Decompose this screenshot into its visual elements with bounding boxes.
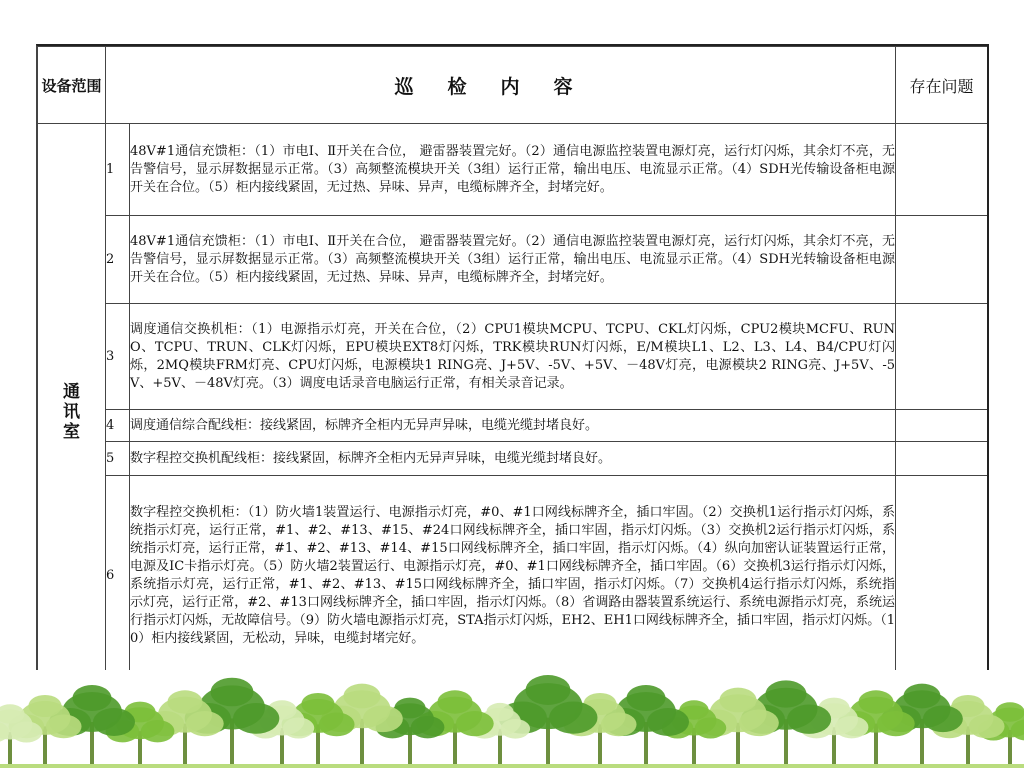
tree-foliage xyxy=(411,716,445,738)
table-row xyxy=(38,410,988,442)
row-number: 4 xyxy=(106,410,130,442)
row-content: 48V#1通信充馈柜：（1）市电Ⅰ、Ⅱ开关在合位， 避雷器装置完好。（2）通信电源监控装置电源灯亮，运行灯闪烁，其余灯不亮，无告警信号，显示屏数据显示正常。（3）高频整流模块开关（3组）运行正常，输出电压、电流显示正常。（4）SDH光传输设备柜电源开关在合位。（5）柜内接线紧固，无过热、异味、异声，电缆标牌齐全，封堵完好。 xyxy=(130,124,896,216)
tree-foliage xyxy=(283,718,315,739)
tree-foliage xyxy=(501,719,530,739)
tree-foliage xyxy=(627,685,666,711)
row-content: 48V#1通信充馈柜：（1）市电Ⅰ、Ⅱ开关在合位， 避雷器装置完好。（2）通信电源监控装置电源灯亮，运行灯闪烁，其余灯不亮，无告警信号，显示屏数据显示正常。（3）高频整流模块开关（3组）运行正常，输出电压、电流显示正常。（4）SDH光转输设备柜电源开关在合位。（5）柜内接线紧固，无过热、异味、异声，电缆标牌齐全，封堵完好。 xyxy=(130,216,896,304)
tree-foliage xyxy=(787,705,831,734)
tree-foliage xyxy=(526,675,571,705)
tree-foliage xyxy=(739,710,779,737)
table-row xyxy=(38,124,988,216)
row-issue xyxy=(896,216,988,304)
inspection-table xyxy=(37,46,988,670)
tree-foliage xyxy=(695,718,727,739)
tree-foliage xyxy=(719,688,756,713)
tree-foliage xyxy=(186,711,224,736)
tree-foliage xyxy=(211,678,254,707)
row-content: 调度通信交换机柜：（1）电源指示灯亮，开关在合位，（2）CPU1模块MCPU、TCPU、CKL灯闪烁，CPU2模块MCFU、RUNO、TCPU、TRUN、CLK灯闪烁，EPU模块EXT8灯闪烁，TRK模块RUN灯闪烁，E/M模块L1、L2、L3、L4、B4/CPU灯闪烁，2MQ模块FRM灯亮、CPU灯闪烁，电源模块1 RING亮、J+5V、-5V、+5V、－48V灯亮，电源模块2 RING亮、J+5V、-5V、+5V、－48V灯亮。（3）调度电话录音电脑运行正常，有相关录音记录。 xyxy=(130,304,896,410)
tree-foliage xyxy=(969,715,1005,739)
row-issue xyxy=(896,124,988,216)
table-row xyxy=(38,304,988,410)
tree-foliage xyxy=(11,722,43,743)
tree-foliage xyxy=(903,684,940,709)
table-row xyxy=(38,216,988,304)
tree-foliage xyxy=(319,713,355,737)
row-number: 1 xyxy=(106,124,130,216)
header-equipment-range: 设备范围 xyxy=(38,47,106,124)
row-issue xyxy=(896,304,988,410)
tree-foliage xyxy=(923,706,963,733)
equipment-range-label: 通讯室 xyxy=(63,381,80,442)
tree-foliage xyxy=(363,706,403,733)
grass-strip xyxy=(0,764,1024,768)
tree-foliage xyxy=(301,693,334,715)
tree-foliage xyxy=(877,711,915,736)
tree-foliage xyxy=(343,684,380,709)
tree-foliage xyxy=(28,695,61,717)
row-content: 数字程控交换机配线柜：接线紧固，标牌齐全柜内无异声异味，电缆光缆封堵良好。 xyxy=(130,442,896,476)
table-row xyxy=(38,476,988,671)
tree-foliage xyxy=(456,711,494,736)
tree-foliage xyxy=(141,720,175,742)
header-inspection-content: 巡检内容 xyxy=(106,47,896,124)
row-number: 5 xyxy=(106,442,130,476)
row-issue xyxy=(896,442,988,476)
tree-foliage xyxy=(858,690,893,713)
row-content: 数字程控交换机柜：（1）防火墙1装置运行、电源指示灯亮，#0、#1口网线标牌齐全，插口牢固。（2）交换机1运行指示灯闪烁，系统指示灯亮，运行正常，#1、#2、#13、#15、#24口网线标牌齐全，插口牢固，指示灯闪烁。（3）交换机2运行指示灯闪烁，系统指示灯亮，运行正常，#1、#2、#13、#14、#15口网线标牌齐全，插口牢固，指示灯闪烁。（4）纵向加密认证装置运行正常，电源及IC卡指示灯亮。（5）防火墙2装置运行、电源指示灯亮，#0、#1口网线标牌齐全，插口牢固。（6）交换机3运行指示灯闪烁，系统指示灯亮，运行正常，#1、#2、#13、#15口网线标牌齐全，插口牢固，指示灯闪烁。（7）交换机4运行指示灯闪烁，系统指示灯亮，运行正常，#2、#13口网线标牌齐全，插口牢固，指示灯闪烁。（8）省调路由器装置系统运行、系统电源指示灯亮，系统运行指示灯闪烁，无故障信号。（9）防火墙电源指示灯亮，STA指示灯闪烁，EH2、EH1口网线标牌齐全，插口牢固，指示灯闪烁。（10）柜内接线紧固，无松动，异味，电缆封堵完好。 xyxy=(130,476,896,671)
tree-decoration-strip xyxy=(0,668,1024,768)
row-content: 调度通信综合配线柜：接线紧固，标牌齐全柜内无异声异味，电缆光缆封堵良好。 xyxy=(130,410,896,442)
row-number: 6 xyxy=(106,476,130,671)
row-number: 3 xyxy=(106,304,130,410)
row-issue xyxy=(896,476,988,671)
tree-foliage xyxy=(601,713,637,737)
row-issue xyxy=(896,410,988,442)
table-row xyxy=(38,442,988,476)
tree-foliage xyxy=(73,685,112,711)
inspection-table-frame xyxy=(36,44,989,670)
tree-foliage xyxy=(549,702,597,734)
tree-foliage xyxy=(167,690,202,713)
tree-foliage xyxy=(766,680,807,707)
tree-foliage xyxy=(233,703,279,734)
row-number: 2 xyxy=(106,216,130,304)
tree-foliage xyxy=(647,708,689,736)
equipment-range-cell xyxy=(38,124,106,671)
tree-foliage xyxy=(437,690,472,713)
tree-foliage xyxy=(835,716,869,738)
tree-foliage xyxy=(46,715,82,739)
table-header-row xyxy=(38,47,988,124)
tree-foliage xyxy=(93,708,135,736)
header-issues: 存在问题 xyxy=(896,47,988,124)
